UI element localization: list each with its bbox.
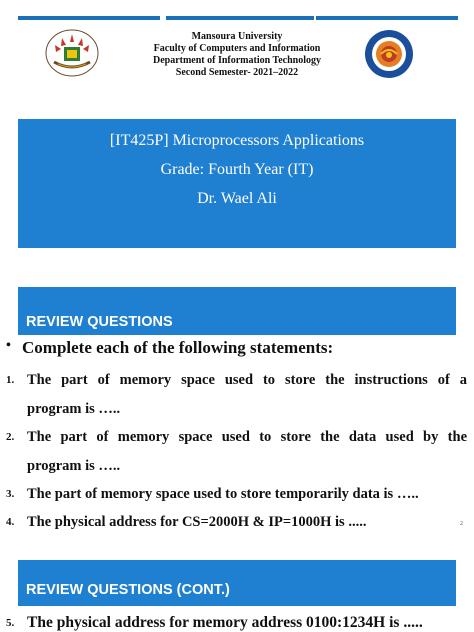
department-name: Department of Information Technology (152, 55, 322, 66)
question-text: The physical address for memory address 0100:1234H is ..... (27, 614, 423, 631)
course-title-block (18, 119, 456, 248)
page-number: 2 (460, 521, 463, 527)
faculty-name: Faculty of Computers and Information (153, 43, 321, 54)
faculty-of-computers-logo-icon (364, 29, 414, 79)
question-number: 2. (6, 431, 15, 443)
question-number: 5. (6, 617, 15, 629)
question-text-continued: program is ….. (27, 401, 121, 417)
top-rule-left (18, 16, 160, 20)
question-text-continued: program is ….. (27, 458, 121, 474)
university-name: Mansoura University (191, 31, 283, 42)
question-text: The part of memory space used to store the data used by the (27, 429, 467, 445)
question-text: The physical address for CS=2000H & IP=1000H is ..... (27, 514, 367, 530)
question-text: The part of memory space used to store temporarily data is ….. (27, 486, 419, 502)
course-title: [IT425P] Microprocessors Applications (109, 132, 365, 149)
intro-text: Complete each of the following statements: (22, 338, 334, 357)
semester-label: Second Semester- 2021–2022 (175, 67, 299, 78)
question-number: 1. (6, 374, 15, 386)
section-heading: REVIEW QUESTIONS (26, 314, 173, 330)
review-questions-header (18, 287, 456, 335)
top-rule-right (316, 16, 458, 20)
question-text: The part of memory space used to store the instructions of a (27, 372, 467, 388)
grade-label: Grade: Fourth Year (IT) (160, 161, 314, 178)
instructor-name: Dr. Wael Ali (197, 190, 277, 207)
review-questions-cont-header (18, 560, 456, 606)
bullet-icon: • (6, 338, 11, 353)
section-heading: REVIEW QUESTIONS (CONT.) (26, 582, 230, 598)
institution-header (120, 31, 354, 79)
question-number: 4. (6, 516, 15, 528)
top-rule-middle (166, 16, 314, 20)
question-number: 3. (6, 488, 15, 500)
mansoura-university-logo-icon (44, 28, 100, 78)
